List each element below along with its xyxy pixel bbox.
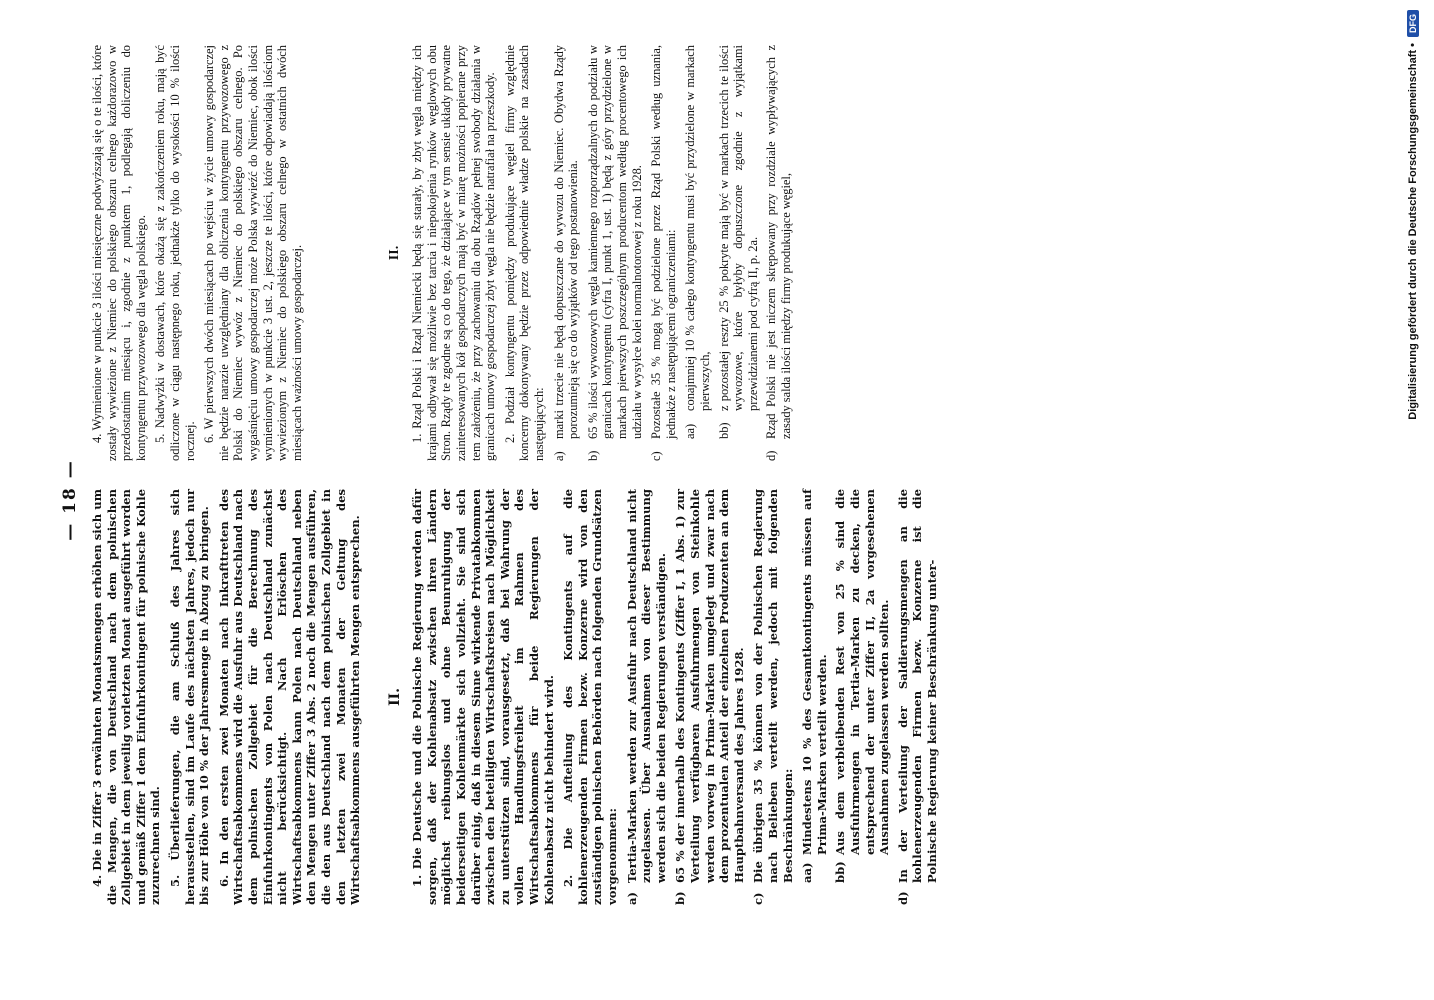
list-marker: aa) (800, 862, 815, 883)
paragraph: 5. Nadwyżki w dostawach, które okażą się z zakończeniem roku, mają być odliczone w ciągu następnego roku, jednakże tylko do wysokości 10 % ilości rocznej. (153, 45, 197, 461)
text-rows (90, 45, 1250, 905)
page-number: — 18 — (60, 459, 80, 541)
paragraph: 4. Wymienione w punkcie 3 ilości miesięczne podwyższają się o te ilości, które zostały wywiezione z Niemiec do polskiego obszaru celnego każdorazowo w przedostatnim miesiącu i, zgodnie z punktem 1, podlegają doliczeniu do kontyngentu przywozowego dla węgla polskiego. (90, 45, 148, 461)
sub-list-item (683, 45, 712, 439)
credit-text: Digitalisierung gefördert durch die Deutsche Forschungsgemeinschaft • (1407, 43, 1419, 420)
digitization-credit (1395, 0, 1431, 1000)
german-column (90, 489, 368, 905)
list-item-text: marki trzecie nie będą dopuszczane do wywozu do Niemiec. Obydwa Rządy porozumieją się co do wyjątków od tego postanowienia. (551, 45, 581, 439)
list-item-text: Mindestens 10 % des Gesamtkontingents müssen auf Prima-Marken verteilt werden. (800, 489, 829, 855)
paragraph: 5. Überlieferungen, die am Schluß des Jahres sich herausstellen, sind im Laufe des nächsten Jahres, jedoch nur bis zur Höhe von 10 % der Jahresmenge in Abzug zu bringen. (167, 489, 212, 905)
list-item (586, 45, 644, 461)
list-item-text: conajmniej 10 % całego kontyngentu musi być przydzielone w markach pierwszych, (683, 45, 712, 411)
list-item (625, 489, 669, 905)
list-item-text: Rząd Polski nie jest niczem skrępowany przy rozdziale wypływających z zasady salda ilości między firmy produkujące węgiel, (764, 45, 793, 439)
list-item-text: Tertia-Marken werden zur Ausfuhr nach Deutschland nicht zugelassen. Über Ausnahmen von dieser Bestimmung werden sich die beiden Regierungen verständigen. (624, 489, 668, 883)
paragraph: 2. Die Aufteilung des Kontingents auf die kohlenerzeugenden Firmen bezw. Konzerne wird von den zuständigen polnischen Behörden nach folgenden Grundsätzen vorgenommen: (561, 489, 619, 905)
list-item-text: Die übrigen 35 % können von der Polnischen Regierung nach Belieben verteilt werden, jedoch mit folgenden Beschränkungen: (751, 489, 795, 883)
polish-column (374, 45, 945, 461)
list-item (751, 489, 795, 905)
list-marker: c) (649, 451, 664, 461)
list-marker: d) (764, 450, 779, 461)
list-item (896, 489, 940, 905)
dfg-logo-icon: DFG (1407, 10, 1419, 37)
list-marker: aa) (683, 423, 698, 439)
list-marker: bb) (716, 422, 731, 439)
list-item (552, 45, 581, 461)
sub-list-item (717, 45, 761, 439)
list-marker: b) (585, 450, 600, 461)
list-marker: a) (624, 892, 639, 905)
list-item (673, 489, 746, 905)
paragraph: 1. Die Deutsche und die Polnische Regierung werden dafür sorgen, daß der Kohlenabsatz zwischen ihren Ländern möglichst reibungslos und ohne Beunruhigung der beiderseitigen Kohlenmärkte sich vollzieht. Sie sind sich darüber einig, daß in diesem Sinne wirkende Privatabkommen zwischen den beteiligten Wirtschaftskreisen nach Möglichkeit zu unterstützen sind, vorausgesetzt, daß bei Wahrung der vollen Handlungsfreiheit im Rahmen des Wirtschaftsabkommens für beide Regierungen der Kohlenabsatz nicht behindert wird. (410, 489, 556, 905)
german-column (374, 489, 945, 905)
list-item (764, 45, 793, 461)
list-marker: bb) (833, 861, 848, 883)
paragraph: 1. Rząd Polski i Rząd Niemiecki będą się starały, by zbyt węgla między ich krajami odbywał się możliwie bez tarcia i niepokojenia rynków węglowych obu Stron. Rządy te zgodne są co do tego, że działające w tym sensie układy prywatne zainteresowanych kół gospodarczych mają być w miarę możności popierane przy tem założeniu, że przy zachowaniu dla obu Rządów pełnej swobody działania w granicach umowy gospodarczej zbyt węgla nie będzie natrafiał na przeszkody. (410, 45, 498, 461)
list-marker: c) (751, 892, 766, 905)
list-item-text: Aus dem verbleibenden Rest von 25 % sind die Ausfuhrmengen in Tertia-Marken zu decken, die entsprechend der unter Ziffer II, 2a vorgesehenen Ausnahmen zugelassen werden sollten. (833, 489, 892, 855)
text-row (90, 45, 368, 905)
section-heading: II. (386, 688, 403, 706)
list-item (649, 45, 678, 461)
sub-list-item (833, 489, 891, 883)
list-item-text: 65 % ilości wywozowych węgla kamiennego rozporządzalnych do podziału w granicach kontyngentu (cyfra I, punkt 1, ust. 1) będą z góry przydzielone w markach pierwszych poszczególnym producentom według procentowego ich udziału w wysyłce kolei normalnotorowej z roku 1928. (585, 45, 644, 439)
paragraph: 6. W pierwszych dwóch miesiącach po wejściu w życie umowy gospodarczej nie będzie narazie uwzględniany dla obliczenia kontyngentu przywozowego z Polski do Niemiec wywóz z Niemiec do polskiego obszaru celnego. Po wygaśnięciu umowy gospodarczej może Polska wywieźć do Niemiec, obok ilości wymienionych w punkcie 3 ust. 2, jeszcze te ilości, które odpowiadają ilościom wywiezionym z Niemiec do polskiego obszaru celnego w ostatnich dwóch miesiącach ważności umowy gospodarczej. (202, 45, 304, 461)
list-item-text: Pozostałe 35 % mogą być podzielone przez Rząd Polski według uznania, jednakże z następującemi ograniczeniami: (649, 45, 678, 439)
paragraph: 2. Podział kontyngentu pomiędzy produkujące węgiel firmy względnie koncerny dokonywany będzie przez odpowiednie władze polskie na zasadach następujących: (502, 45, 547, 461)
list-item-text: In der Verteilung der Saldierungsmengen an die kohlenerzeugenden Firmen bezw. Konzerne ist die Polnische Regierung keiner Beschränkung unter- (895, 489, 939, 883)
list-marker: b) (673, 891, 688, 905)
sub-list-item (800, 489, 829, 883)
text-row (374, 45, 945, 905)
list-item-text: 65 % der innerhalb des Kontingents (Ziffer I, 1 Abs. 1) zur Verteilung verfügbaren Ausfuhrmengen von Steinkohle werden vorweg in Prima-Marken umgelegt und zwar nach dem prozentualen Anteil der einzelnen Produzenten an dem Hauptbahnversand des Jahres 1928. (673, 489, 746, 883)
polish-column (90, 45, 368, 461)
list-item-text: z pozostałej reszty 25 % pokryte mają być w markach trzecich te ilości wywozowe, które byłyby dopuszczone zgodnie z wyjątkami przewidzianemi pod cyfrą II, p. 2a. (716, 45, 760, 411)
list-marker: a) (551, 451, 566, 461)
list-marker: d) (895, 891, 910, 905)
section-heading: II. (386, 245, 402, 261)
paragraph: 6. In den ersten zwei Monaten nach Inkrafttreten des Wirtschaftsabkommens wird die Ausfuhr aus Deutschland nach dem polnischen Zollgebiet für die Berechnung des Einfuhrkontingents von Polen nach Deutschland zunächst nicht berücksichtigt. Nach Erlöschen des Wirtschaftsabkommens kann Polen nach Deutschland neben den Mengen unter Ziffer 3 Abs. 2 noch die Mengen ausführen, die den aus Deutschland nach dem polnischen Zollgebiet in den letzten zwei Monaten der Geltung des Wirtschaftsabkommens ausgeführten Mengen entsprechen. (216, 489, 363, 905)
paragraph: 4. Die in Ziffer 3 erwähnten Monatsmengen erhöhen sich um die Mengen, die von Deutschland nach dem polnischen Zollgebiet in dem jeweilig vorletzten Monat ausgeführt worden und gemäß Ziffer 1 dem Einfuhrkontingent für polnische Kohle zuzurechnen sind. (90, 489, 163, 905)
